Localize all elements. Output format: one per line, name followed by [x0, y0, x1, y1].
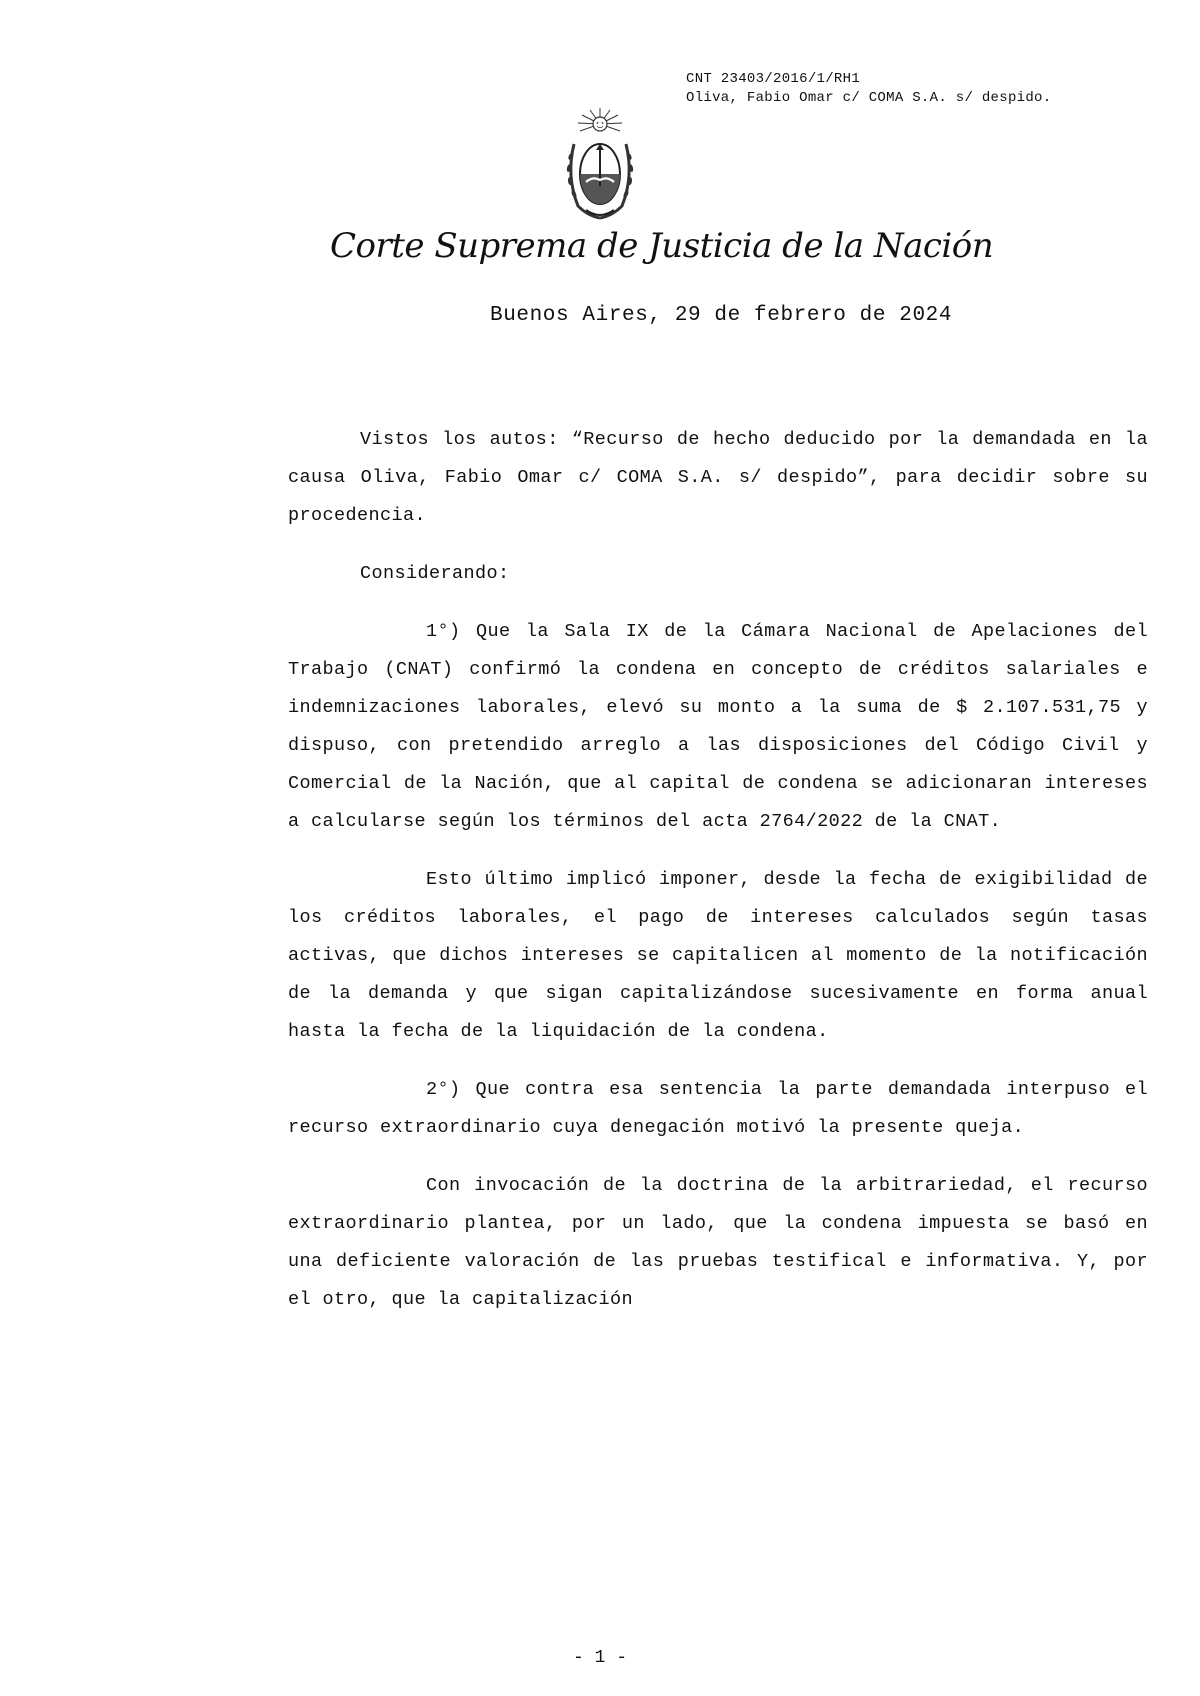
document-body [288, 421, 1148, 1339]
case-number: CNT 23403/2016/1/RH1 [686, 71, 861, 87]
case-title: Oliva, Fabio Omar c/ COMA S.A. s/ despido. [686, 90, 1052, 106]
case-header [686, 70, 1051, 108]
argentine-coat-of-arms-icon [560, 106, 640, 224]
court-name: Corte Suprema de Justicia de la Nación [330, 226, 994, 266]
paragraph-considerando: Considerando: [360, 563, 510, 584]
paragraph-vistos: Vistos los autos: “Recurso de hecho deducido por la demandada en la causa Oliva, Fabio Omar c/ COMA S.A. s/ despido”, para decidir sobre su procedencia. [288, 429, 1148, 526]
paragraph-1: 1°) Que la Sala IX de la Cámara Nacional de Apelaciones del Trabajo (CNAT) confirmó la condena en concepto de créditos salariales e indemnizaciones laborales, elevó su monto a la suma de $ 2.107.531,75 y dispuso, con pretendido arreglo a las disposiciones del Código Civil y Comercial de la Nación, que al capital de condena se adicionaran intereses a calcularse según los términos del acta 2764/2022 de la CNAT. [288, 621, 1148, 832]
date-line: Buenos Aires, 29 de febrero de 2024 [490, 304, 953, 327]
paragraph-1-cont: Esto último implicó imponer, desde la fecha de exigibilidad de los créditos laborales, el pago de intereses calculados según tasas activas, que dichos intereses se capitalicen al momento de la notificación de la demanda y que sigan capitalizándose sucesivamente en forma anual hasta la fecha de la liquidación de la condena. [288, 869, 1148, 1042]
paragraph-2: 2°) Que contra esa sentencia la parte demandada interpuso el recurso extraordinario cuya denegación motivó la presente queja. [288, 1079, 1148, 1138]
page-number: - 1 - [572, 1648, 627, 1668]
paragraph-2-cont: Con invocación de la doctrina de la arbitrariedad, el recurso extraordinario plantea, por un lado, que la condena impuesta se basó en una deficiente valoración de las pruebas testifical e informativa. Y, por el otro, que la capitalización [288, 1175, 1148, 1310]
